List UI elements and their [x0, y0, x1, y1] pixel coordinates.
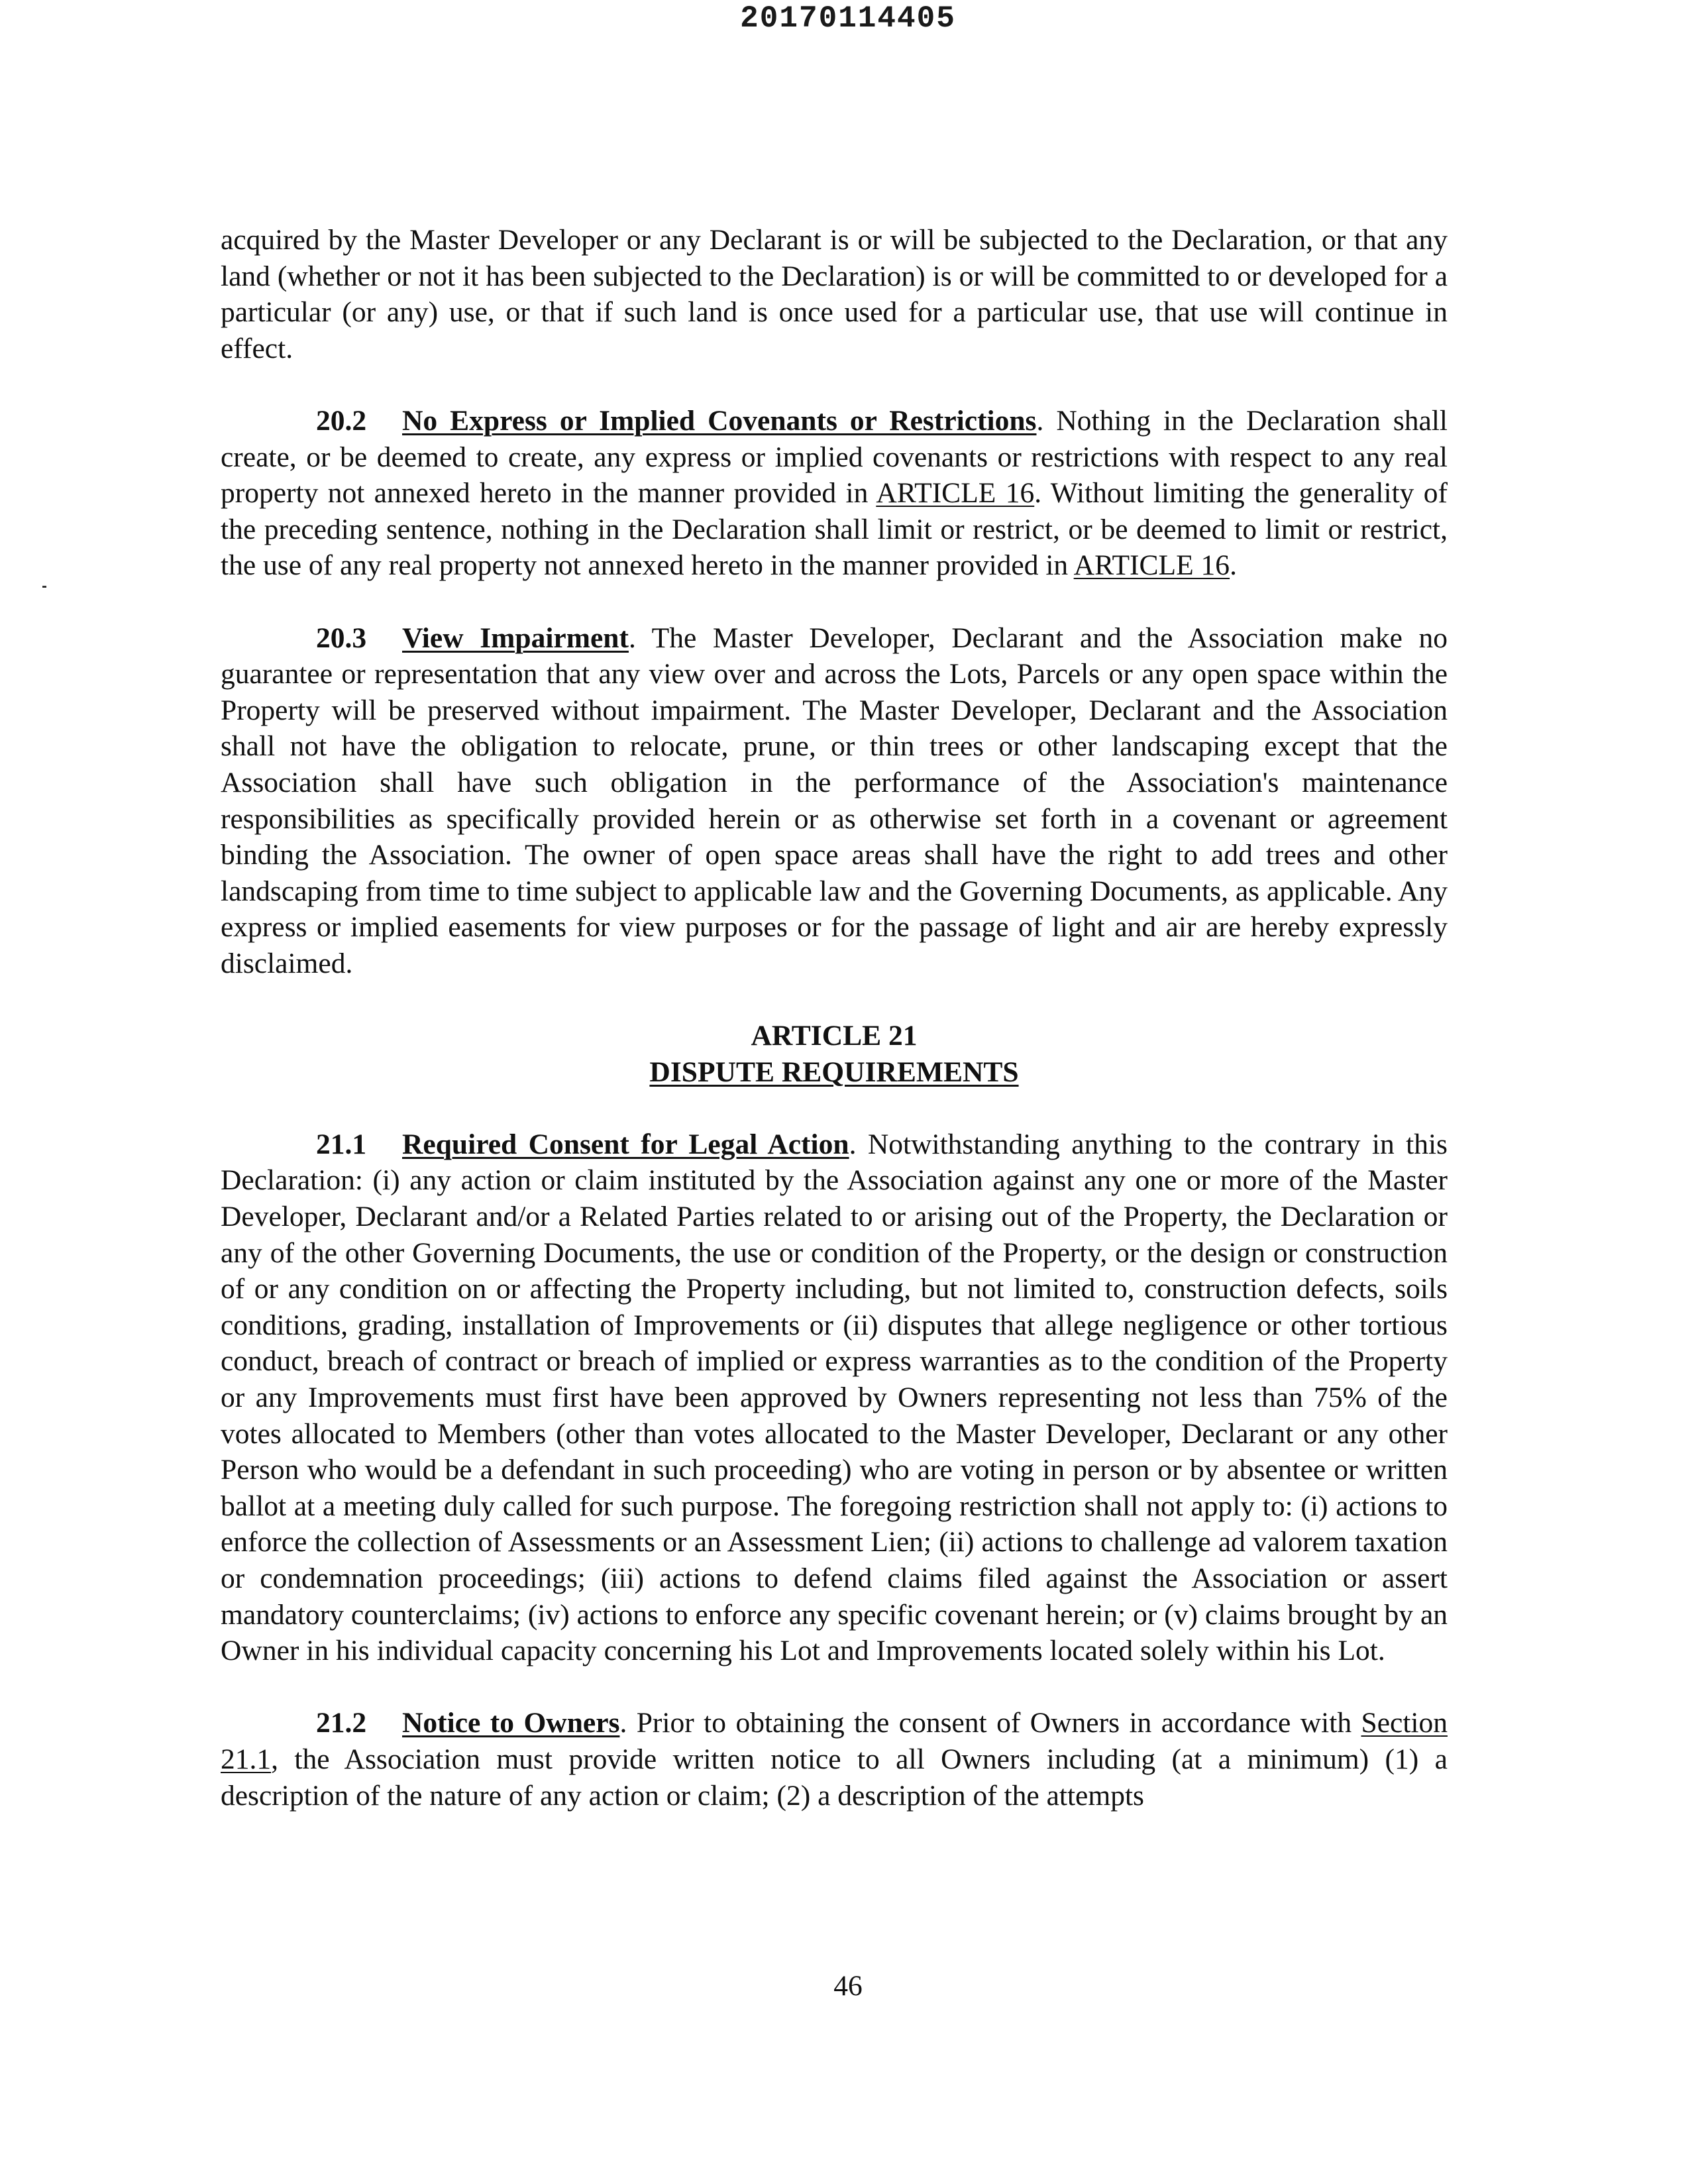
section-20-3-paragraph: [221, 620, 1448, 982]
section-number: 21.2: [316, 1707, 367, 1739]
section-number: 20.3: [316, 622, 367, 654]
section-title: No Express or Implied Covenants or Restrictions: [402, 404, 1037, 437]
section-text: .: [1230, 549, 1237, 582]
section-21-2-paragraph: [221, 1705, 1448, 1814]
section-text: . The Master Developer, Declarant and the Association make no guarantee or representation that any view over and across the Lots, Parcels or any open space within the Property will be preserved without impairment. The Master Developer, Declarant and the Association shall not have the obligation to relocate, prune, or thin trees or other landscaping except that the Association shall have such obligation in the performance of the Association's maintenance responsibilities as specifically provided herein or as otherwise set forth in a covenant or agreement binding the Association. The owner of open space areas shall have the right to add trees and other landscaping from time to time subject to applicable law and the Governing Documents, as applicable. Any express or implied easements for view purposes or for the passage of light and air are hereby expressly disclaimed.: [221, 622, 1448, 979]
article-21-heading: [221, 1018, 1448, 1090]
section-21-1-reference[interactable]: Section 21.1: [221, 1707, 1448, 1775]
intro-paragraph: acquired by the Master Developer or any Declarant is or will be subjected to the Declaration, or that any land (whether or not it has been subjected to the Declaration) is or will be committed to or developed for a particular (or any) use, or that if such land is once used for a particular use, that use will continue in effect.: [221, 224, 1448, 364]
section-20-2-paragraph: [221, 403, 1448, 584]
page-body: [221, 222, 1448, 1814]
section-number: 21.1: [316, 1128, 367, 1160]
section-21-1-paragraph: [221, 1126, 1448, 1669]
section-text: . Prior to obtaining the consent of Owners in accordance with: [619, 1707, 1361, 1739]
section-title: View Impairment: [402, 622, 629, 654]
section-text: , the Association must provide written notice to all Owners including (at a minimum) (1) a description of the nature of any action or claim; (2) a description of the attempts: [221, 1743, 1448, 1812]
article-number: ARTICLE 21: [751, 1020, 918, 1052]
scan-artifact-mark: [42, 586, 46, 588]
article-16-reference[interactable]: ARTICLE 16: [876, 477, 1035, 510]
section-number: 20.2: [316, 404, 367, 437]
section-text: . Without limiting the generality of the preceding sentence, nothing in the Declaration shall limit or restrict, or be deemed to limit or restrict, the use of any real property not annexed hereto in the manner provided in: [221, 477, 1448, 582]
article-title: DISPUTE REQUIREMENTS: [649, 1056, 1019, 1088]
page-number: 46: [833, 1970, 863, 2002]
article-16-reference[interactable]: ARTICLE 16: [1073, 549, 1230, 582]
section-text: . Nothing in the Declaration shall create, or be deemed to create, any express or implied covenants or restrictions with respect to any real property not annexed hereto in the manner provided in: [221, 404, 1448, 510]
section-title: Notice to Owners: [402, 1707, 620, 1739]
section-title: Required Consent for Legal Action: [402, 1128, 849, 1160]
section-text: . Notwithstanding anything to the contrary in this Declaration: (i) any action or claim instituted by the Association against any one or more of the Master Developer, Declarant and/or a Related Parties related to or arising out of the Property, the Declaration or any of the other Governing Documents, the use or condition of the Property, or the design or construction of or any condition on or affecting the Property including, but not limited to, construction defects, soils conditions, grading, installation of Improvements or (ii) disputes that allege negligence or other tortious conduct, breach of contract or breach of implied or express warranties as to the condition of the Property or any Improvements must first have been approved by Owners representing not less than 75% of the votes allocated to Members (other than votes allocated to the Master Developer, Declarant or any other Person who would be a defendant in such proceeding) who are voting in person or by absentee or written ballot at a meeting duly called for such purpose. The foregoing restriction shall not apply to: (i) actions to enforce the collection of Assessments or an Assessment Lien; (ii) actions to challenge ad valorem taxation or condemnation proceedings; (iii) actions to defend claims filed against the Association or assert mandatory counterclaims; (iv) actions to enforce any specific covenant herein; or (v) claims brought by an Owner in his individual capacity concerning his Lot and Improvements located solely within his Lot.: [221, 1128, 1448, 1667]
document-number: 20170114405: [740, 1, 956, 36]
